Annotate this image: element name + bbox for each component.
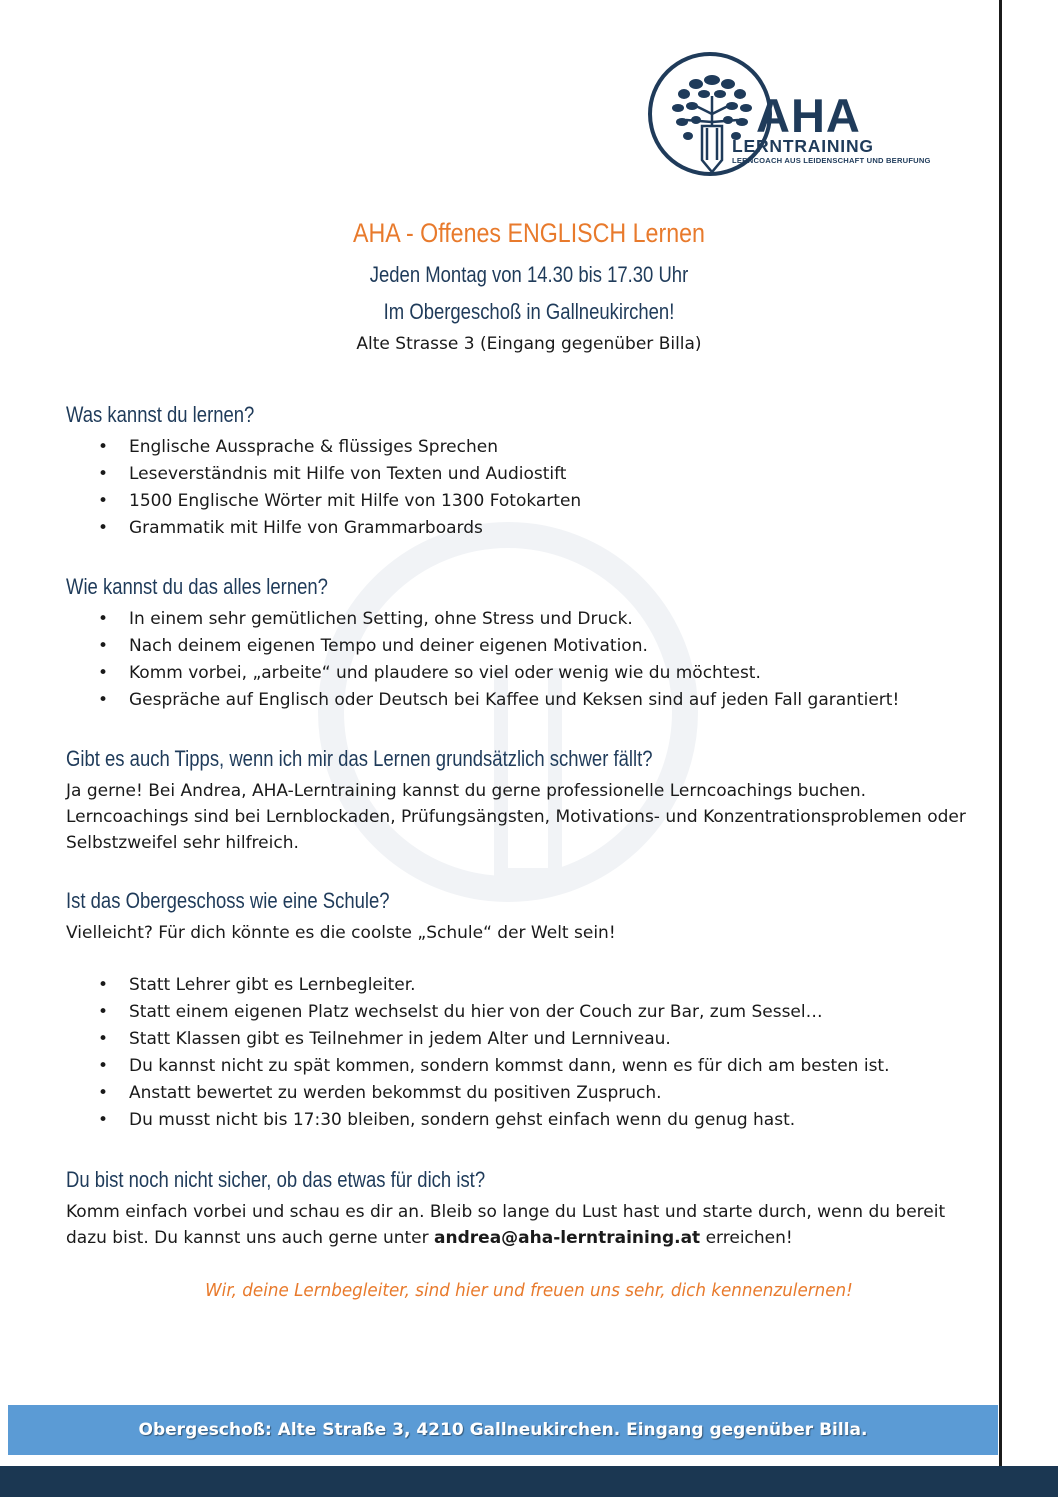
list-item: • 1500 Englische Wörter mit Hilfe von 1300 Fotokarten: [66, 488, 581, 515]
footer-address-bar: [8, 1405, 998, 1455]
unsure-line: Komm einfach vorbei und schau es dir an. Bleib so lange du Lust hast und starte durch, wenn du bereit: [66, 1202, 946, 1222]
school-list: [66, 972, 890, 1134]
list-item: • In einem sehr gemütlichen Setting, ohne Stress und Druck.: [66, 606, 899, 633]
page-title: AHA - Offenes ENGLISCH Lernen: [353, 218, 705, 248]
logo-subtitle: LERNTRAINING: [732, 136, 874, 156]
list-item: • Gespräche auf Englisch oder Deutsch bei Kaffee und Keksen sind auf jeden Fall garantiert!: [66, 687, 899, 714]
how-list: [66, 606, 899, 714]
unsure-heading: Du bist noch nicht sicher, ob das etwas für dich ist?: [66, 1167, 486, 1192]
school-heading: Ist das Obergeschoss wie eine Schule?: [66, 888, 390, 913]
list-item: • Englische Aussprache & flüssiges Sprechen: [66, 434, 581, 461]
list-item: • Anstatt bewertet zu werden bekommst du positiven Zuspruch.: [66, 1080, 890, 1107]
unsure-line: [66, 1225, 793, 1251]
footer-text: Obergeschoß: Alte Straße 3, 4210 Gallneukirchen. Eingang gegenüber Billa.: [138, 1420, 868, 1440]
bottom-band: [0, 1466, 1058, 1497]
list-item: • Statt Klassen gibt es Teilnehmer in jedem Alter und Lernniveau.: [66, 1026, 890, 1053]
list-item: • Grammatik mit Hilfe von Grammarboards: [66, 515, 581, 542]
learn-heading: Was kannst du lernen?: [66, 402, 255, 427]
unsure-line-suffix: erreichen!: [700, 1228, 793, 1248]
tips-line: Selbstzweifel sehr hilfreich.: [66, 833, 299, 853]
how-heading: Wie kannst du das alles lernen?: [66, 574, 328, 599]
logo-brand-text: AHA: [756, 89, 861, 142]
email-link[interactable]: andrea@aha-lerntraining.at: [434, 1228, 701, 1248]
unsure-line-prefix: dazu bist. Du kannst uns auch gerne unter: [66, 1228, 435, 1248]
list-item: • Du kannst nicht zu spät kommen, sondern kommst dann, wenn es für dich am besten ist.: [66, 1053, 890, 1080]
location-line: Im Obergeschoß in Gallneukirchen!: [383, 299, 675, 324]
logo-tagline: LERNCOACH AUS LEIDENSCHAFT UND BERUFUNG: [732, 156, 931, 165]
closing-message: Wir, deine Lernbegleiter, sind hier und freuen uns sehr, dich kennenzulernen!: [205, 1280, 853, 1301]
list-item: • Du musst nicht bis 17:30 bleiben, sondern gehst einfach wenn du genug hast.: [66, 1107, 890, 1134]
page-right-rule: [999, 0, 1002, 1470]
tips-line: Lerncoachings sind bei Lernblockaden, Prüfungsängsten, Motivations- und Konzentrationsproblemen oder: [66, 807, 966, 827]
list-item: • Statt einem eigenen Platz wechselst du hier von der Couch zur Bar, zum Sessel…: [66, 999, 890, 1026]
list-item: • Statt Lehrer gibt es Lernbegleiter.: [66, 972, 890, 999]
tips-line: Ja gerne! Bei Andrea, AHA-Lerntraining kannst du gerne professionelle Lerncoachings buchen.: [66, 781, 867, 801]
schedule-line: Jeden Montag von 14.30 bis 17.30 Uhr: [369, 262, 689, 287]
aha-logo: [648, 52, 931, 180]
list-item: • Leseverständnis mit Hilfe von Texten und Audiostift: [66, 461, 581, 488]
list-item: • Komm vorbei, „arbeite“ und plaudere so viel oder wenig wie du möchtest.: [66, 660, 899, 687]
tips-heading: Gibt es auch Tipps, wenn ich mir das Lernen grundsätzlich schwer fällt?: [66, 746, 653, 771]
address-line: Alte Strasse 3 (Eingang gegenüber Billa): [356, 334, 702, 354]
learn-list: [66, 434, 581, 542]
list-item: • Nach deinem eigenen Tempo und deiner eigenen Motivation.: [66, 633, 899, 660]
school-intro: Vielleicht? Für dich könnte es die coolste „Schule“ der Welt sein!: [66, 923, 616, 943]
